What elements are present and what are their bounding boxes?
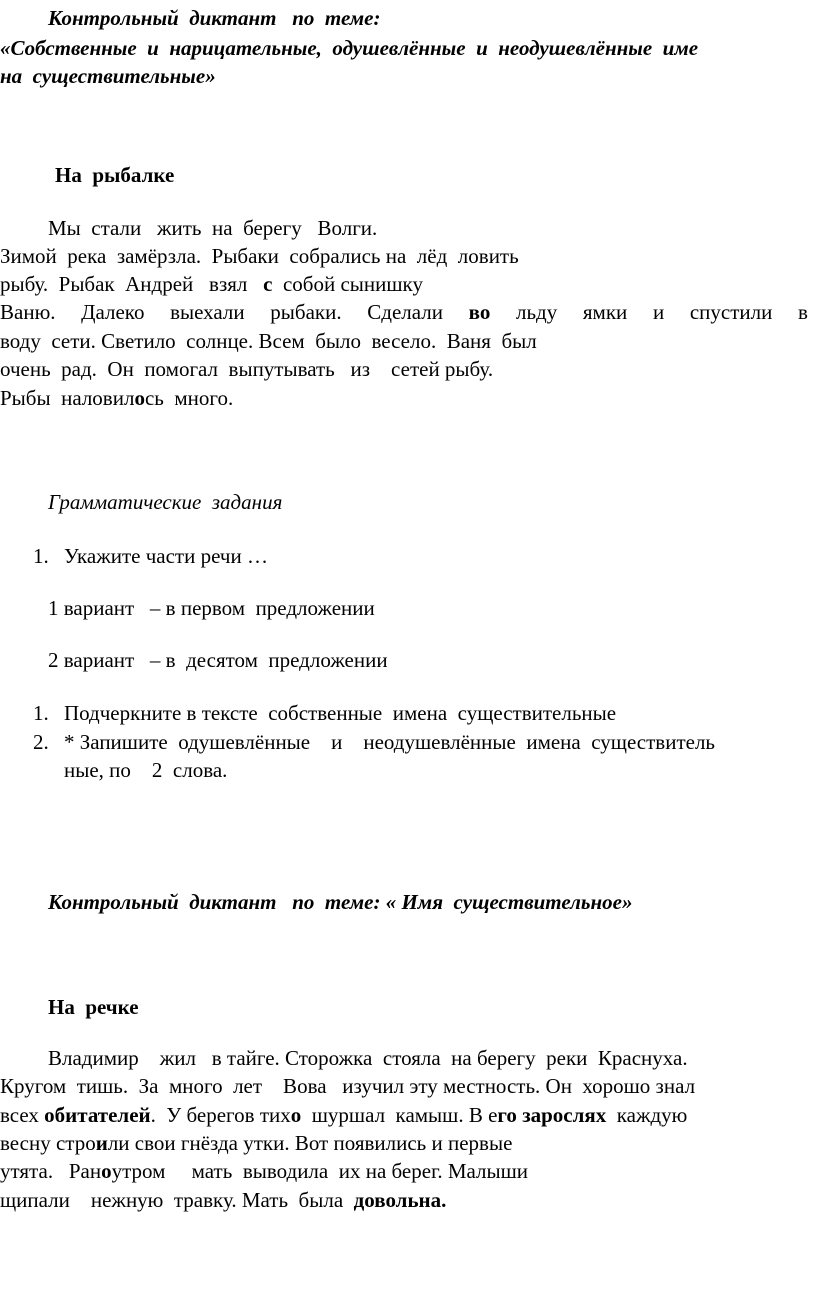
task-variant-2: 2 вариант – в десятом предложении xyxy=(48,648,388,672)
dictation1-line-6: очень рад. Он помогал выпутывать из сетей рыбу. xyxy=(0,357,494,381)
task-variant-1: 1 вариант – в первом предложении xyxy=(48,596,375,620)
dictation2-line-1: Владимир жил в тайге. Сторожка стояла на берегу реки Краснуха. xyxy=(48,1046,688,1070)
dictation2-line-2: Кругом тишь. За много лет Вова изучил эту местность. Он хорошо знал xyxy=(0,1074,696,1098)
dictation2-title: Контрольный диктант по теме: « Имя существительное» xyxy=(48,890,633,914)
dictation1-heading: На рыбалке xyxy=(55,163,175,187)
dictation2-line-4: весну строили свои гнёзда утки. Вот появились и первые xyxy=(0,1131,513,1155)
dictation2-line-5: утята. Раноутром мать выводила их на берег. Малыши xyxy=(0,1159,528,1183)
dictation2-line-6: щипали нежную травку. Мать была довольна. xyxy=(0,1188,447,1212)
task-2-text: Подчеркните в тексте собственные имена существительные xyxy=(64,701,617,725)
task-1-number: 1. xyxy=(33,544,49,568)
dictation1-line-1: Мы стали жить на берегу Волги. xyxy=(48,216,378,240)
dictation1-line-7: Рыбы наловилось много. xyxy=(0,386,234,410)
tasks-heading: Грамматические задания xyxy=(48,490,283,514)
dictation2-line-3: всех обитателей. У берегов тихо шуршал камыш. В его зарослях каждую xyxy=(0,1103,688,1127)
task-2-number: 1. xyxy=(33,701,49,725)
task-3-text: * Запишите одушевлённые и неодушевлённые имена существитель xyxy=(64,730,715,754)
dictation1-title-line2: «Собственные и нарицательные, одушевлённые и неодушевлённые име xyxy=(0,36,699,60)
dictation1-line-3: рыбу. Рыбак Андрей взял с собой сынишку xyxy=(0,272,423,296)
task-3-text-continued: ные, по 2 слова. xyxy=(64,758,228,782)
dictation1-line-2: Зимой река замёрзла. Рыбаки собрались на лёд ловить xyxy=(0,244,519,268)
task-3-number: 2. xyxy=(33,730,49,754)
dictation1-line-4: Ваню. Далеко выехали рыбаки. Сделали во льду ямки и спустили в xyxy=(0,300,808,324)
task-1-text: Укажите части речи … xyxy=(64,544,268,568)
dictation2-heading: На речке xyxy=(48,995,139,1019)
dictation1-title-line3: на существительные» xyxy=(0,64,216,88)
dictation1-title-line1: Контрольный диктант по теме: xyxy=(48,6,381,30)
dictation1-line-5: воду сети. Светило солнце. Всем было весело. Ваня был xyxy=(0,329,537,353)
